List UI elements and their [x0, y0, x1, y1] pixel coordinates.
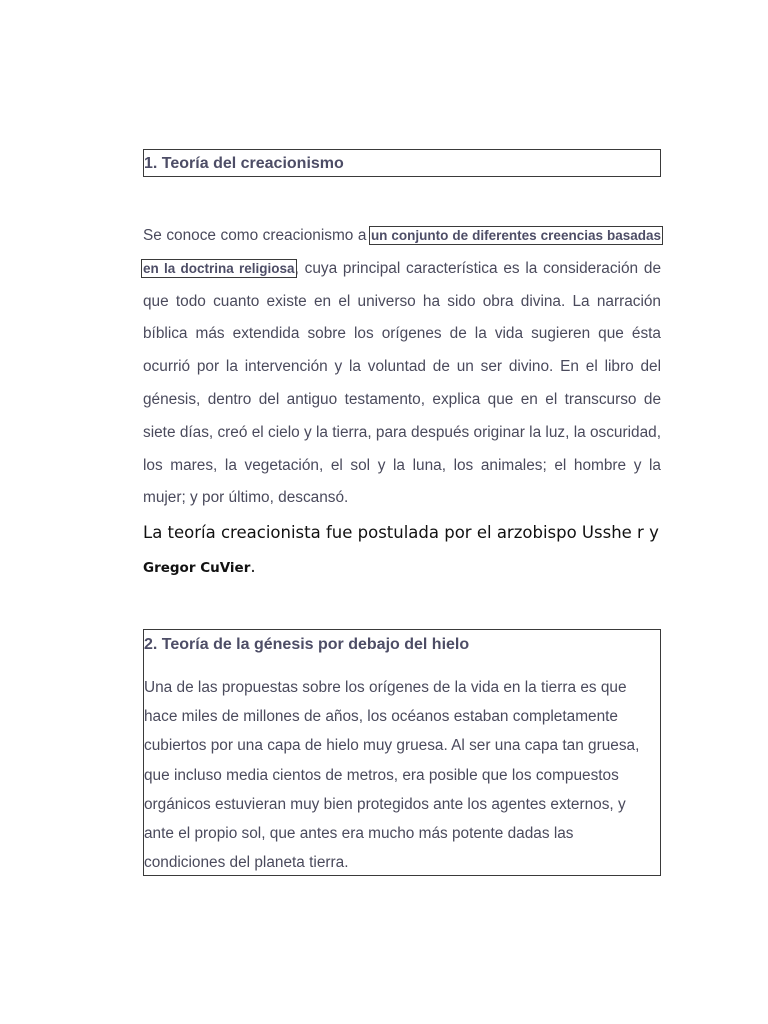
highlighted-definition: un conjunto de diferentes creencias basadas en la doctrina religiosa	[143, 228, 662, 276]
section-2-paragraph: Una de las propuestas sobre los orígenes de la vida en la tierra es que hace miles de millones de años, los océanos estaban completamente cubiertos por una capa de hielo muy gruesa. Al ser una capa tan gruesa, que incluso media cientos de metros, era posible que los compuestos orgánicos estuvieran muy bien protegidos ante los agentes externos, y ante el propio sol, que antes era mucho más potente dadas las condiciones del planeta tierra.	[144, 679, 640, 872]
section-1-attribution	[143, 516, 663, 585]
attribution-end: .	[250, 557, 256, 576]
paragraph-body-text: , cuya principal característica es la consideración de que todo cuanto existe en el universo ha sido obra divina. La narración bíblica más extendida sobre los orígenes de la vida sugieren que ésta ocurrió por la intervención y la voluntad de un ser divino. En el libro del génesis, dentro del antiguo testamento, explica que en el transcurso de siete días, creó el cielo y la tierra, para después originar la luz, la oscuridad, los mares, la vegetación, el sol y la luna, los animales; el hombre y la mujer; y por último, descansó.	[143, 259, 662, 507]
section-2-heading: 2. Teoría de la génesis por debajo del hielo	[144, 636, 470, 653]
attribution-name: Gregor CuVier	[143, 560, 251, 576]
section-1-heading-box	[143, 149, 661, 177]
paragraph-intro-text: Se conoce como creacionismo a	[143, 227, 371, 244]
section-1-paragraph	[143, 220, 661, 515]
section-1-heading: 1. Teoría del creacionismo	[144, 155, 344, 172]
section-2-box	[143, 629, 661, 876]
attribution-text: La teoría creacionista fue postulada por el arzobispo Usshe r y	[143, 523, 659, 542]
